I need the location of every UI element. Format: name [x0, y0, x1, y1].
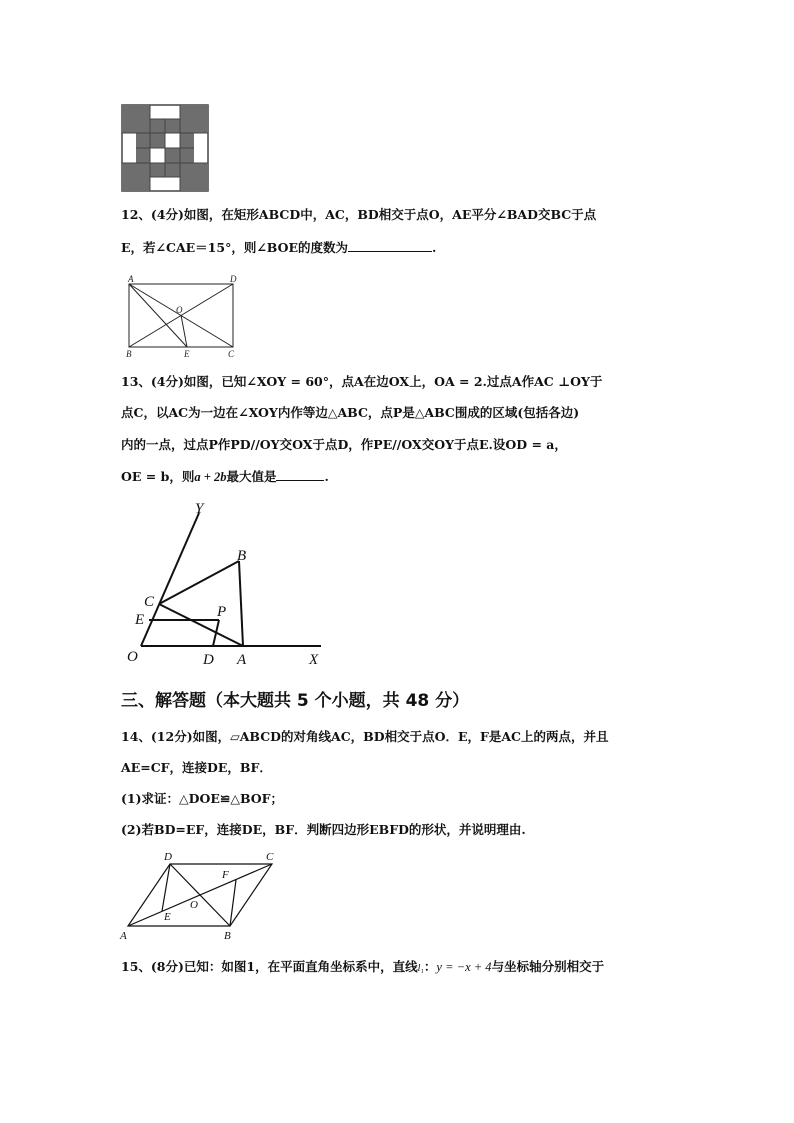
q13-label-o: O	[127, 649, 138, 665]
q13-label-p: P	[217, 604, 227, 620]
checkerboard-figure	[121, 104, 209, 192]
q13-label-b: B	[237, 548, 247, 564]
q15-l1: l₁	[417, 963, 424, 974]
q13-line3: 内的一点，过点P作PD//OY交OX于点D，作PE//OX交OY于点E.设OD = a，	[121, 437, 567, 452]
q13-answer-blank	[276, 469, 324, 481]
q13-label-c: C	[144, 594, 155, 610]
q14-label-o: O	[190, 899, 198, 911]
q15-equation: y = −x + 4	[436, 960, 492, 974]
q12-line1: 12、(4分)如图，在矩形ABCD中，AC，BD相交于点O，AE平分∠BAD交BC于点	[121, 207, 597, 222]
q12-label-e: E	[184, 349, 190, 359]
q12-rectangle-figure	[121, 272, 246, 360]
q13-line2: 点C，以AC为一边在∠XOY内作等边△ABC，点P是△ABC围成的区域(包括各边)	[121, 405, 580, 420]
q12-label-b: B	[126, 349, 132, 359]
q13-line4	[121, 469, 329, 485]
q13-label-y: Y	[195, 501, 204, 517]
q12-label-d: D	[230, 274, 237, 284]
q12-line2-text: E，若∠CAE＝15°，则∠BOE的度数为	[121, 240, 349, 255]
q14-part1: (1)求证：△DOE≌△BOF；	[121, 791, 284, 806]
q12-label-c: C	[228, 349, 235, 359]
q13-end: .	[324, 469, 329, 484]
q14-label-f: F	[222, 869, 229, 881]
q15-line1	[121, 959, 604, 977]
q13-expression: a + 2b	[194, 470, 227, 484]
q15-colon: ：	[423, 959, 437, 974]
q12-label-a: A	[128, 274, 134, 284]
q13-triangle-figure	[121, 498, 336, 670]
q12-label-o: O	[176, 305, 183, 315]
q13-line1: 13、(4分)如图，已知∠XOY = 60°，点A在边OX上，OA = 2.过点A作AC ⊥OY于	[121, 374, 603, 389]
q15-line1b: 与坐标轴分别相交于	[491, 959, 605, 974]
q13-label-x: X	[309, 652, 319, 668]
q14-label-b: B	[224, 930, 231, 942]
q14-label-e: E	[164, 911, 171, 923]
q14-line2: AE=CF，连接DE，BF．	[121, 760, 272, 775]
q13-line4a: OE = b，则	[121, 469, 195, 484]
q15-line1a: 15、(8分)已知：如图1，在平面直角坐标系中，直线	[121, 959, 418, 974]
q13-label-d: D	[203, 652, 214, 668]
q12-end: .	[432, 240, 437, 255]
q14-part2: (2)若BD=EF，连接DE，BF．判断四边形EBFD的形状，并说明理由.	[121, 822, 526, 837]
q12-answer-blank	[348, 240, 432, 252]
q13-label-e: E	[135, 612, 145, 628]
q14-label-c: C	[266, 851, 274, 863]
q13-line4c: 最大值是	[226, 469, 277, 484]
q14-label-a: A	[120, 930, 127, 942]
q12-line2	[121, 240, 436, 256]
q14-line1: 14、(12分)如图，▱ABCD的对角线AC，BD相交于点O．E，F是AC上的两点，并且	[121, 729, 609, 744]
q14-parallelogram-figure	[116, 846, 286, 942]
section-title: 三、解答题（本大题共 5 个小题，共 48 分）	[121, 691, 470, 711]
q14-label-d: D	[164, 851, 172, 863]
q13-label-a: A	[237, 652, 247, 668]
